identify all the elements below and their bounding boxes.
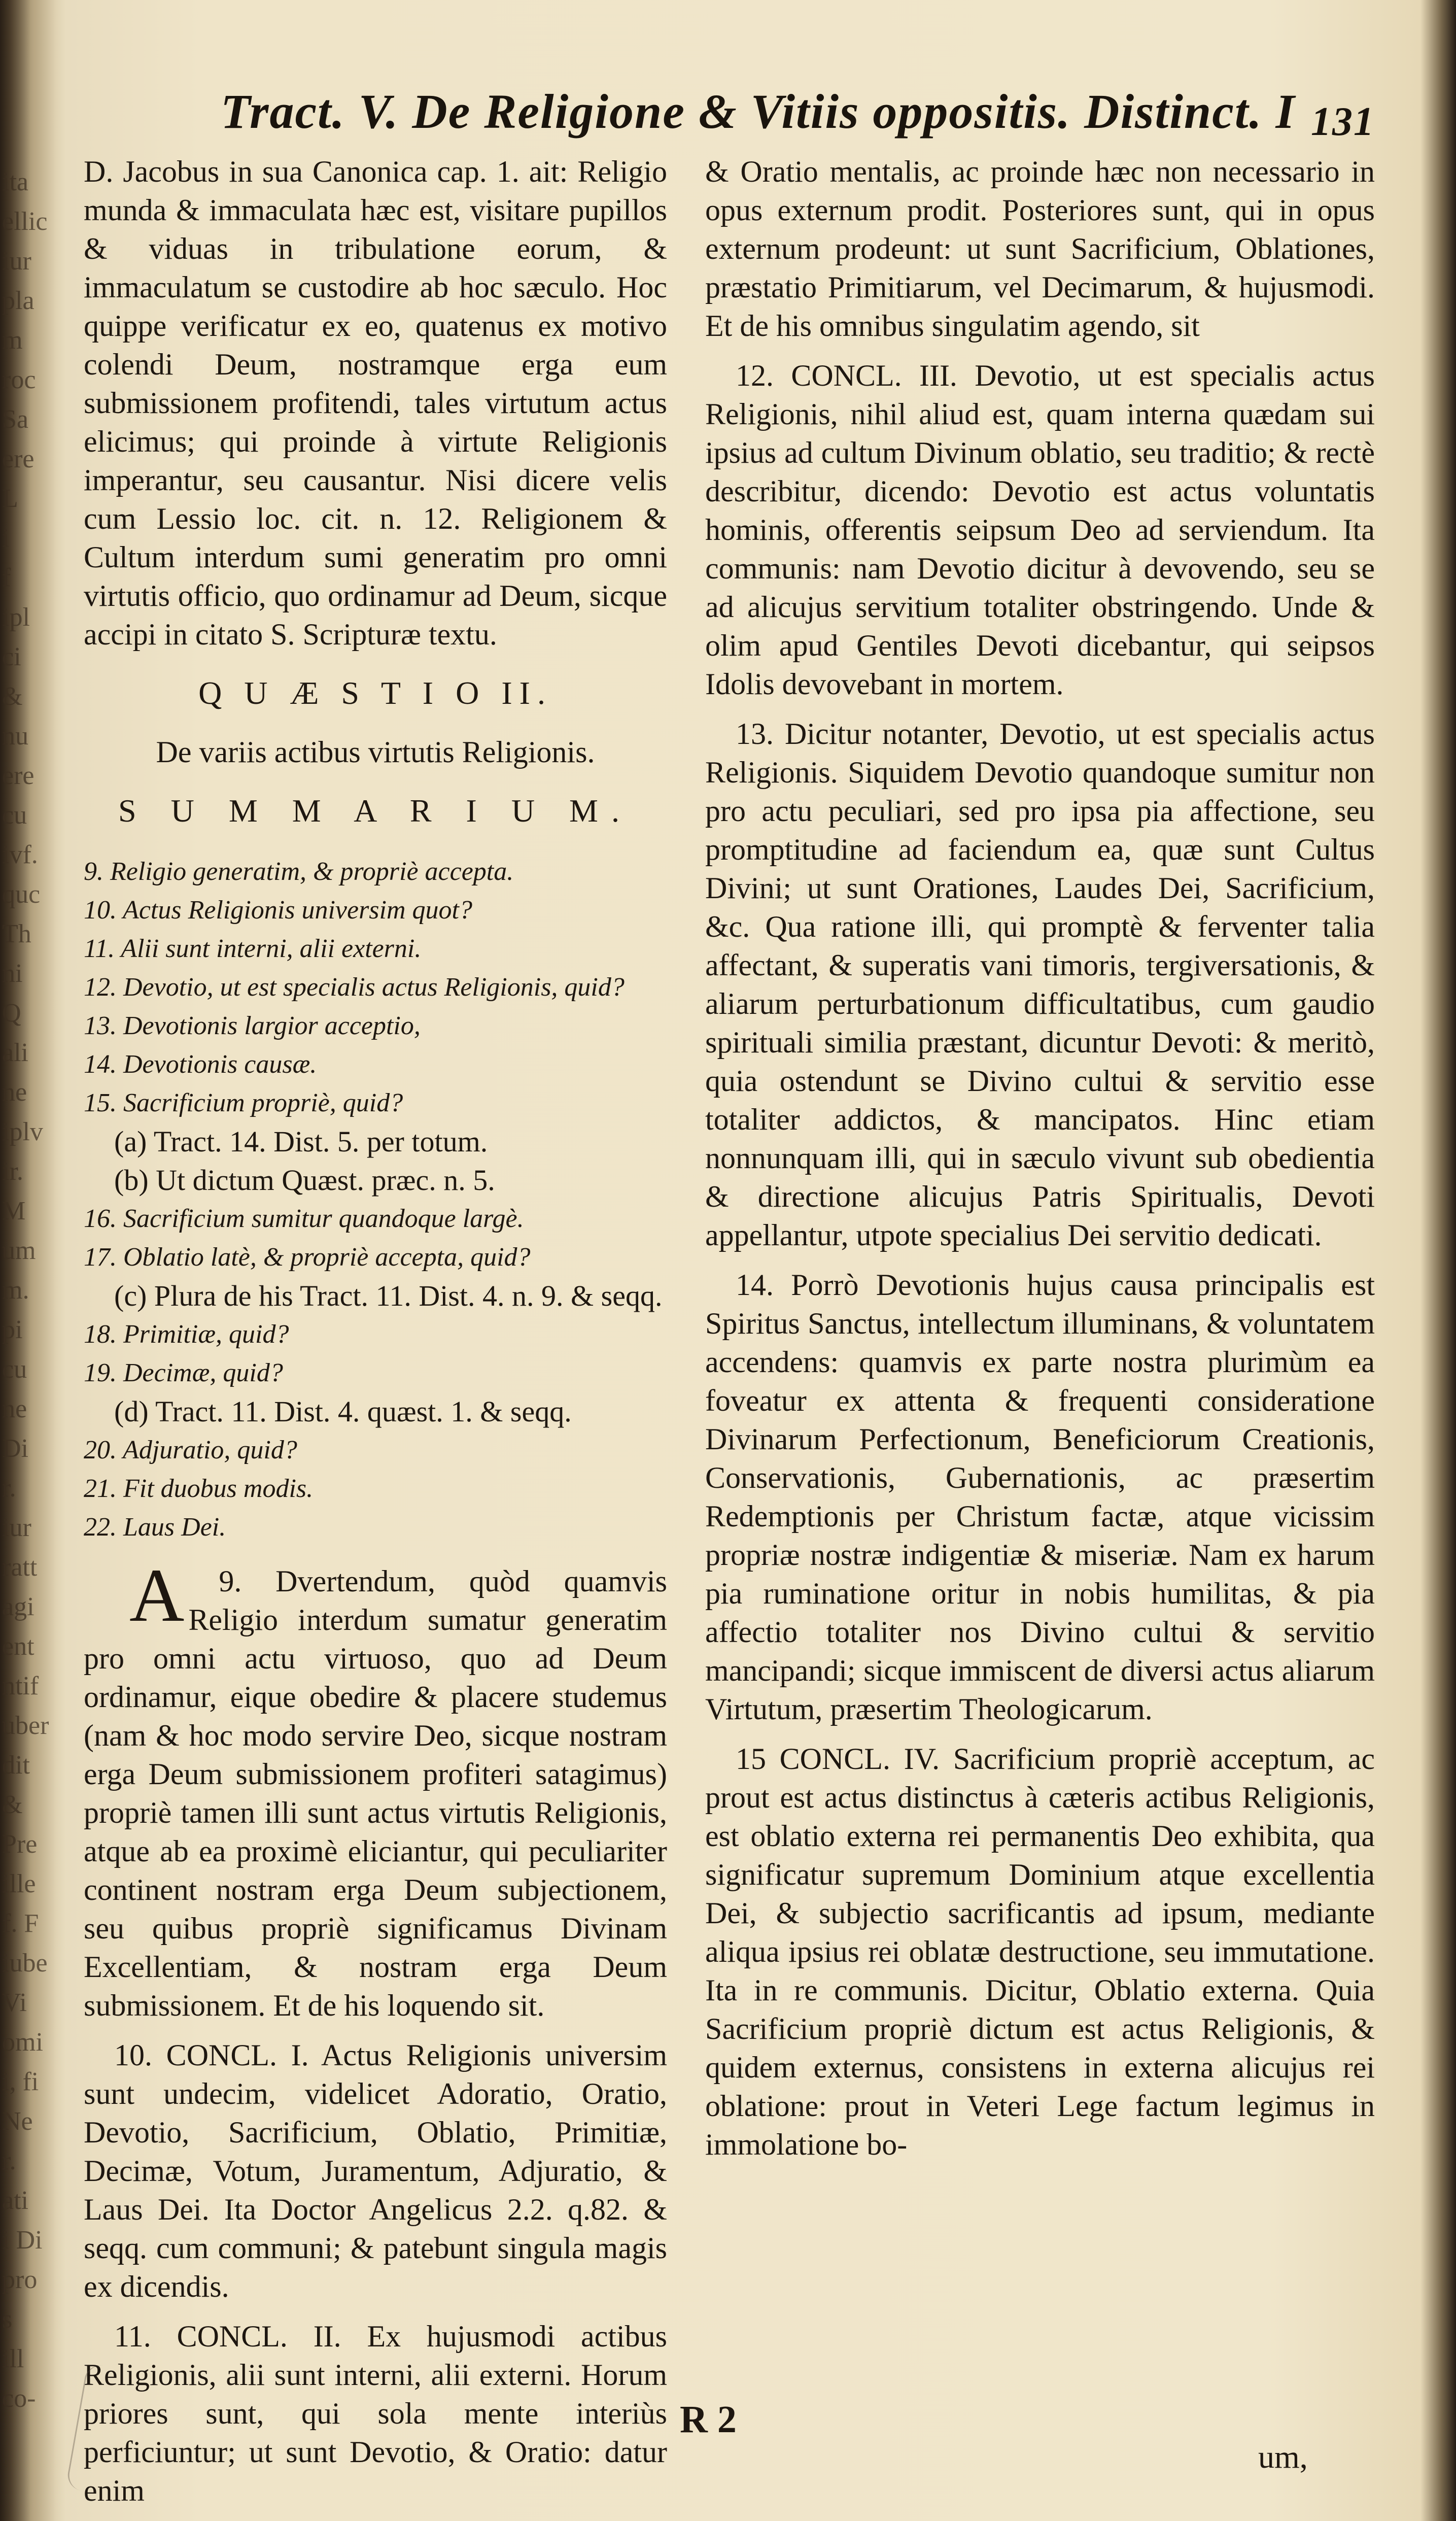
gutter-fragment: ere [2, 445, 34, 473]
gutter-fragment: pla [2, 286, 34, 315]
paragraph-12: 12. CONCL. III. Devotio, ut est specialis actus Religionis, nihil aliud est, quam interna quædam sui ipsius ad cultum Divinum oblatio, seu traditio; & rectè describitur, dicendo: Devotio est actus voluntatis hominis, offerentis seipsum Deo ad serviendum. Ita communis: nam Devotio dicitur à devovendo, seu se ad alicujus servitium totaliter obstringendo. Unde & olim apud Gentiles Devoti dicebantur, qui seipsos Idolis devovebant in mortem. [705, 359, 1375, 701]
gutter-fragment: Ne [2, 2107, 33, 2136]
gutter-fragment: ati [2, 2186, 28, 2215]
gutter-fragment: M [2, 1197, 26, 1225]
left-column [84, 152, 667, 2521]
summary-item: 13. Devotionis largior acceptio, [84, 1011, 421, 1040]
gutter-fragment: L [2, 484, 18, 513]
gutter-fragment: ill [2, 2344, 24, 2373]
gutter-fragment: m. [2, 1276, 29, 1305]
paragraph-11: 11. CONCL. II. Ex hujusmodi actibus Religionis, alii sunt interni, alii externi. Horum priores sunt, qui sola mente interiùs perficiuntur; ut sunt Devotio, & Oratio: datur enim [84, 2320, 667, 2507]
gutter-fragment: Th [2, 919, 31, 948]
summary-item: 15. Sacrificium propriè, quid? [84, 1088, 403, 1117]
gutter-fragment: Q [2, 999, 21, 1028]
signature-mark: R 2 [680, 2398, 737, 2441]
summary-item: 21. Fit duobus modis. [84, 1474, 314, 1503]
question-subtitle: De variis actibus virtutis Religionis. [156, 735, 595, 769]
catchword: um, [1258, 2439, 1308, 2475]
gutter-fragment: ent [2, 1632, 34, 1661]
gutter-fragment: ni [2, 959, 23, 988]
gutter-fragment: pi [2, 1315, 23, 1344]
gutter-fragment: cu [2, 1355, 27, 1384]
drop-cap: A [129, 1553, 185, 1638]
gutter-fragment: ir. [2, 1157, 23, 1186]
summary-item: 9. Religio generatim, & propriè accepta. [84, 857, 514, 886]
summary-item: 16. Sacrificium sumitur quandoque largè. [84, 1204, 524, 1233]
gutter-fragment: & [2, 1790, 23, 1819]
summary-item: (b) Ut dictum Quæst. præc. n. 5. [114, 1164, 495, 1197]
summary-item: 19. Decimæ, quid? [84, 1358, 283, 1387]
summary-item: 17. Oblatio latè, & propriè accepta, quid? [84, 1243, 531, 1272]
summary-item: 18. Primitiæ, quid? [84, 1320, 289, 1349]
summary-item: 12. Devotio, ut est specialis actus Religionis, quid? [84, 973, 625, 1002]
gutter-fragment: ivf. [2, 840, 38, 869]
gutter-fragment: Vi [2, 1988, 27, 2017]
gutter-fragment: nu [2, 722, 28, 751]
running-header [76, 79, 1375, 145]
gutter-fragment: ali [2, 1038, 28, 1067]
gutter-fragment: r. [2, 1474, 16, 1503]
page-number: 131 [1311, 99, 1375, 144]
gutter-fragment: i, fi [2, 2067, 39, 2096]
summary-heading: S U M M A R I U M. [118, 793, 633, 829]
gutter-fragment: iplv [2, 1117, 43, 1146]
summary-item: (c) Plura de his Tract. 11. Dist. 4. n. 9. & seqq. [114, 1279, 663, 1312]
gutter-fragment: i [2, 524, 10, 553]
gutter-fragment: um [2, 1236, 36, 1265]
summary-list [84, 853, 667, 1547]
gutter-fragment: Sa [2, 405, 28, 434]
paragraph-9 [84, 1553, 667, 2025]
summary-item: 11. Alii sunt interni, alii externi. [84, 934, 422, 963]
gutter-fragment: ille [2, 1869, 36, 1898]
gutter-fragment: co- [2, 2384, 36, 2413]
gutter-fragment: quc [2, 880, 41, 909]
summary-item: (a) Tract. 14. Dist. 5. per totum. [114, 1125, 488, 1158]
gutter-fragment: f [2, 563, 11, 592]
gutter-fragment: ellic [2, 207, 48, 236]
paragraph-14: 14. Porrò Devotionis hujus causa principalis est Spiritus Sanctus, intellectum illuminans, & voluntatem accendens: quamvis ex parte nostra plurimùm ea foveatur ex attenta & frequenti consideratione Divinarum Perfectionum, Beneficiorum Creationis, Conservationis, Gubernationis, ac præsertim Redemptionis per Christum factæ, atque vicissim propriæ nostræ indigentiæ & miseriæ. Nam ex harum pia ruminatione oritur in nobis humilitas, & pia affectio totaliter nos Divino cultui & servitio mancipandi; sicque immiscent de diversi actus aliarum Virtutum, præsertim Theologicarum. [705, 1268, 1375, 1726]
summary-item: 14. Devotionis causæ. [84, 1050, 317, 1079]
gutter-fragment: ere [2, 761, 34, 790]
gutter-fragment: i Di [2, 2226, 43, 2255]
gutter-fragment: agi [2, 1592, 34, 1621]
paragraph-9-number: 9. [219, 1564, 242, 1598]
gutter-fragment: omi [2, 2028, 43, 2057]
summary-item: 20. Adjuratio, quid? [84, 1436, 297, 1464]
gutter-fragment: ipl [2, 603, 30, 632]
summary-item: (d) Tract. 11. Dist. 4. quæst. 1. & seqq. [114, 1395, 572, 1428]
gutter-fragment: cu [2, 801, 27, 830]
gutter-fragment: roc [2, 365, 36, 394]
running-title: Tract. V. De Religione & Vitiis oppositis. Distinct. I [221, 84, 1296, 139]
gutter-fragment: ita [2, 167, 28, 196]
gutter-fragment: Pre [2, 1830, 38, 1859]
gutter-fragment: iur [2, 247, 31, 276]
gutter-fragment: & [2, 682, 23, 711]
facing-page-fragments [2, 162, 49, 2446]
paragraph-10: 10. CONCL. I. Actus Religionis universim sunt undecim, videlicet Adoratio, Oratio, Devotio, Sacrificium, Oblatio, Primitiæ, Decimæ, Votum, Juramentum, Adjuratio, & Laus Dei. Ita Doctor Angelicus 2.2. q.82. & seqq. cum communi; & patebunt singula magis ex dicendis. [84, 2038, 667, 2303]
gutter-fragment: iube [2, 1949, 48, 1978]
gutter-fragment: iur [2, 1513, 31, 1542]
facing-page-edge [0, 0, 56, 2521]
gutter-fragment: s [2, 2305, 13, 2334]
intro-paragraph: D. Jacobus in sua Canonica cap. 1. ait: Religio munda & immaculata hæc est, visitare pupillos & viduas in tribulatione eorum, & immaculatum se custodire ab hoc sæculo. Hoc quippe verificatur ex eo, quatenus ex motivo colendi Deum, nostramque erga eum submissionem profitendi, tales virtutum actus elicimus; qui proinde à virtute Religionis imperantur, seu causantur. Nisi dicere velis cum Lessio loc. cit. n. 12. Religionem & Cultum interdum sumi generatim pro omni virtutis officio, quo ordinamur ad Deum, sicque accipi in citato S. Scripturæ textu. [84, 155, 667, 651]
paragraph-13: 13. Dicitur notanter, Devotio, ut est specialis actus Religionis. Siquidem Devotio quandoque sumitur non pro actu peculiari, sed pro ipsa pia affectione, seu promptitudine ad faciendum ea, quæ sunt Cultus Divini; ut sunt Orationes, Laudes Dei, Sacrificium, &c. Qua ratione illi, qui promptè & ferventer talia affectant, & superatis vani timoris, tergiversationis, & aliarum perturbationum difficultatibus, cum gaudio spirituali similia præstant, dicuntur Devoti: & meritò, quia ostendunt se Divino cultui & servitio esse totaliter addictos, & mancipatos. Hinc etiam nonnunquam illi, qui in sæculo vivunt sub obedientia & directione alicujus Patris Spiritualis, Devoti appellantur, utpote specialius Dei servitio dedicati. [705, 717, 1375, 1252]
gutter-fragment: ne [2, 1394, 27, 1423]
gutter-fragment: m [2, 326, 23, 355]
gutter-fragment: pro [2, 2265, 38, 2294]
gutter-fragment: r. [2, 2147, 16, 2175]
gutter-fragment: Di [2, 1434, 28, 1463]
gutter-fragment: dit [2, 1751, 30, 1780]
paragraph-15: 15 CONCL. IV. Sacrificium propriè acceptum, ac prout est actus distinctus à cæteris actibus Religionis, est oblatio externa rei permanentis Deo exhibita, qua significatur supremum Dominium atque excellentia Dei, & subjectio sacrificantis ad ipsum, mediante aliqua ipsius rei oblatæ destructione, seu immutatione. Ita in re communis. Dicitur, Oblatio externa. Quia Sacrificium propriè dictum est actus Religionis, & quidem externus, consistens in externa alicujus rei oblatione: prout in Veteri Lege factum legimus in immolatione bo- [705, 1742, 1375, 2161]
question-heading: Q U Æ S T I O II. [198, 675, 552, 711]
right-column [705, 152, 1375, 2175]
summary-item: 10. Actus Religionis universim quot? [84, 896, 472, 925]
gutter-fragment: f. F [2, 1909, 39, 1938]
gutter-fragment: ne [2, 1078, 27, 1107]
summary-item: 22. Laus Dei. [84, 1513, 226, 1542]
continued-paragraph: & Oratio mentalis, ac proinde hæc non necessario in opus externum prodit. Posteriores sunt, qui in opus externum prodeunt: ut sunt Sacrificium, Oblationes, præstatio Primitiarum, vel Decimarum, & hujusmodi. Et de his omnibus singulatim agendo, sit [705, 155, 1375, 343]
paragraph-9-text: Dvertendum, quòd quamvis Religio interdum sumatur generatim pro omni actu virtuoso, quo ad Deum ordinamur, eique obedire & placere studemus (nam & hoc modo servire Deo, sicque nostram erga Deum submissionem profiteri satagimus) propriè tamen illi sunt actus virtutis Religionis, atque ab ea proximè eliciantur, qui peculiariter continent nostram erga Deum subjectionem, seu quibus propriè significamus Divinam Excellentiam, & nostram erga Deum submissionem. Et de his loquendo sit. [84, 1564, 667, 2022]
gutter-fragment: ratt [2, 1553, 38, 1582]
gutter-fragment: uber [2, 1711, 49, 1740]
gutter-fragment: ci [2, 642, 21, 671]
gutter-fragment: ntif [2, 1672, 39, 1700]
